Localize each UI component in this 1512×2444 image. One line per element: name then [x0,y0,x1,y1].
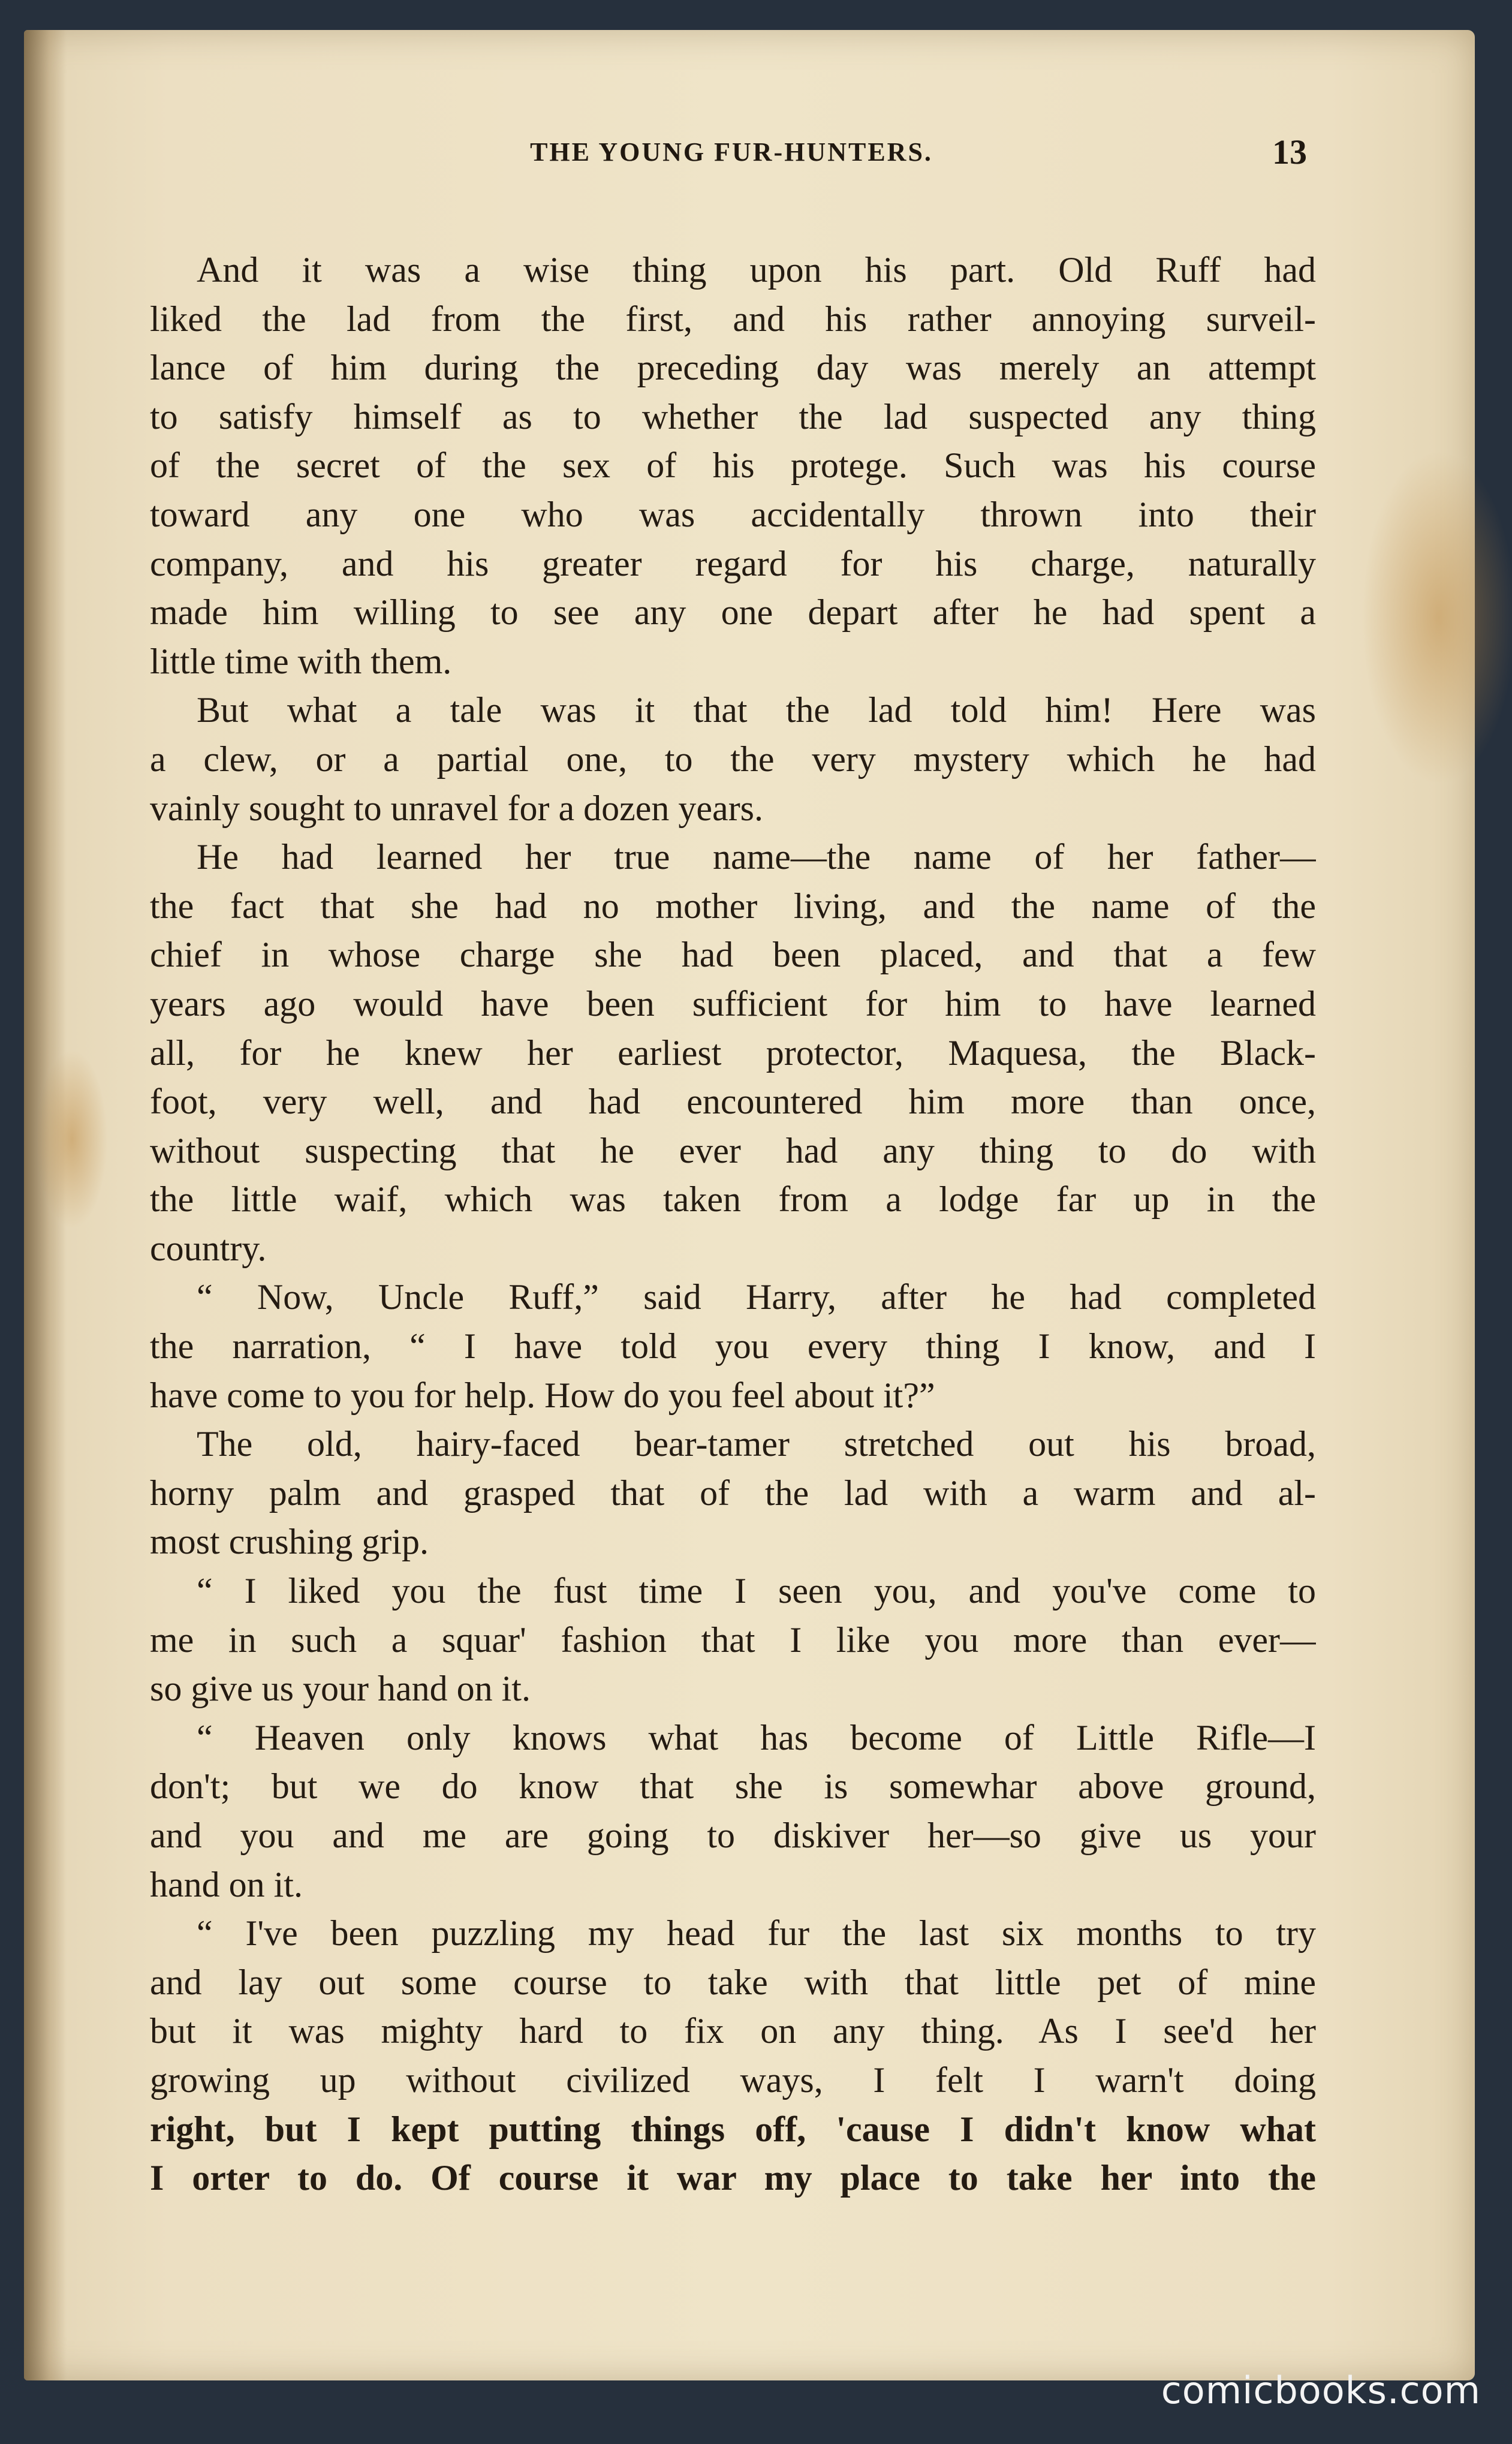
text-line: vainly sought to unravel for a dozen years. [150,788,764,828]
running-head: THE YOUNG FUR-HUNTERS. [530,137,933,167]
text-line: foot, very well, and had encountered him more than once, [150,1082,1316,1122]
text-line: little time with them. [150,641,452,681]
text-line: And it was a wise thing upon his part. Old Ruff had [197,250,1316,290]
text-line: me in such a squar' fashion that I like you more than ever— [150,1620,1316,1660]
paper-stain [1361,450,1512,785]
text-line: don't; but we do know that she is somewhar above ground, [150,1766,1316,1807]
text-line: without suspecting that he ever had any thing to do with [150,1130,1316,1170]
text-line: so give us your hand on it. [150,1669,531,1709]
text-line: “ I liked you the fust time I seen you, and you've come to [197,1571,1316,1611]
text-line: a clew, or a partial one, to the very mystery which he had [150,739,1316,779]
text-line: The old, hairy-faced bear-tamer stretched out his broad, [197,1424,1316,1464]
text-line: and you and me are going to diskiver her—so give us your [150,1816,1316,1855]
text-line: all, for he knew her earliest protector, Maquesa, the Black- [150,1033,1316,1073]
watermark: comicbooks.com [1161,2368,1481,2412]
text-line: made him willing to see any one depart after he had spent a [150,592,1316,633]
text-line: company, and his greater regard for his charge, naturally [150,543,1316,583]
body-text [150,246,1316,2203]
text-line: the narration, “ I have told you every thing I know, and I [150,1326,1316,1367]
text-line: hand on it. [150,1864,303,1904]
text-line: the little waif, which was taken from a lodge far up in the [150,1179,1316,1220]
text-line: growing up without civilized ways, I felt I warn't doing [150,2060,1316,2100]
text-line: He had learned her true name—the name of her father— [197,837,1316,877]
page-number: 13 [1272,133,1307,171]
text-line: “ I've been puzzling my head fur the last six months to try [197,1913,1316,1954]
text-line: right, but I kept putting things off, 'cause I didn't know what [150,2109,1316,2149]
text-line: years ago would have been sufficient for him to have learned [150,983,1316,1024]
text-line: country. [150,1228,267,1268]
text-line: toward any one who was accidentally thrown into their [150,494,1316,534]
text-line: lance of him during the preceding day was merely an attempt [150,348,1316,388]
text-line: the fact that she had no mother living, and the name of the [150,886,1316,926]
paper-stain [36,1049,108,1229]
text-line: “ Heaven only knows what has become of Little Rifle—I [197,1717,1316,1757]
text-line: liked the lad from the first, and his rather annoying surveil- [150,299,1316,339]
text-line: horny palm and grasped that of the lad with a warm and al- [150,1473,1316,1513]
text-line: chief in whose charge she had been placed, and that a few [150,935,1316,975]
text-line: “ Now, Uncle Ruff,” said Harry, after he had completed [197,1277,1316,1317]
text-line: to satisfy himself as to whether the lad suspected any thing [150,396,1316,437]
text-line: most crushing grip. [150,1522,429,1562]
text-line: of the secret of the sex of his protege. Such was his course [150,446,1316,486]
text-line: I orter to do. Of course it war my place to take her into the [150,2158,1316,2198]
text-line: but it was mighty hard to fix on any thing. As I see'd her [150,2011,1316,2051]
text-line: have come to you for help. How do you feel about it?” [150,1375,935,1415]
text-line: and lay out some course to take with that little pet of mine [150,1962,1316,2002]
text-line: But what a tale was it that the lad told him! Here was [197,690,1316,730]
